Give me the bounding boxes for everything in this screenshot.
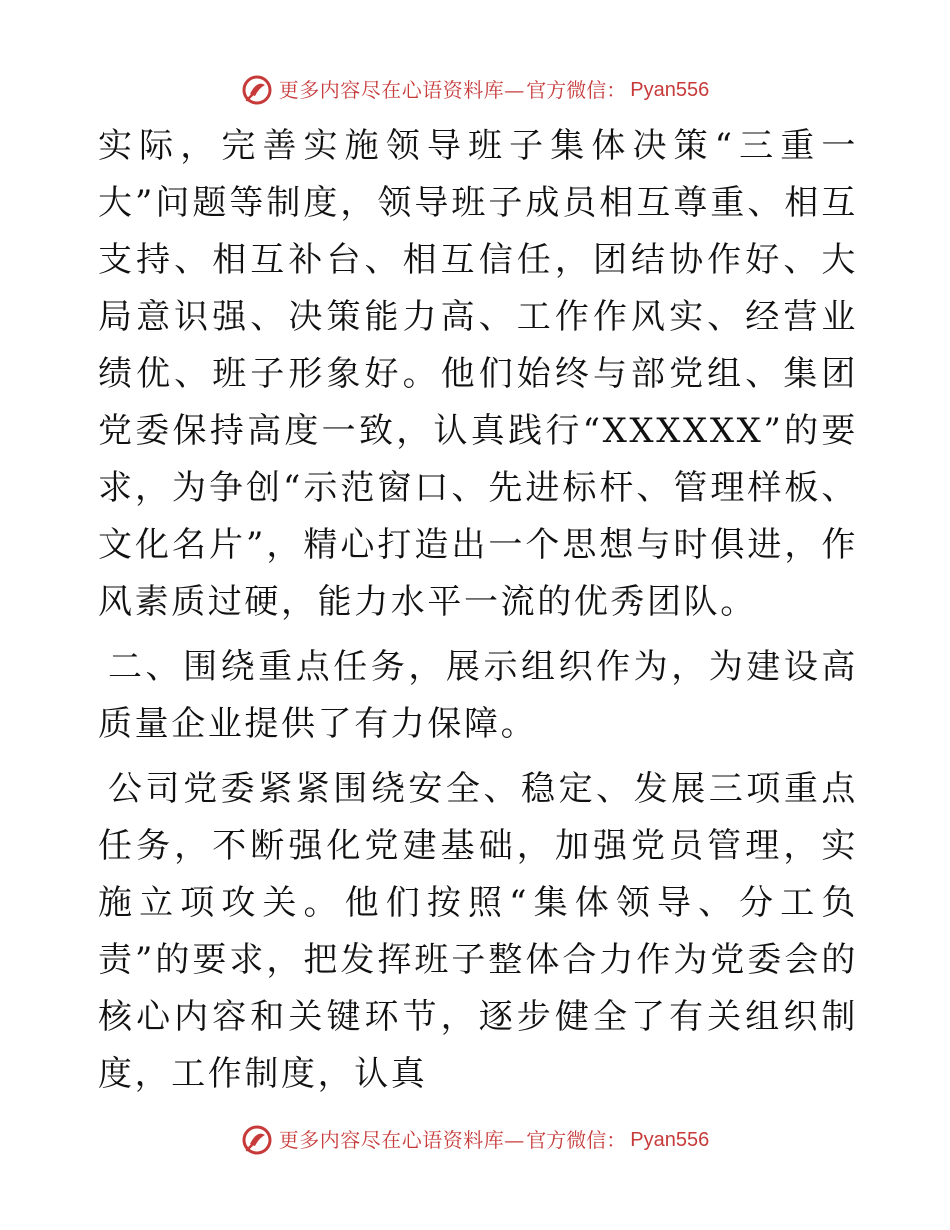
footer-banner-separator: — xyxy=(504,1128,525,1152)
footer-wechat-id: Pyan556 xyxy=(630,1129,710,1151)
body-paragraph-1: 实际，完善实施领导班子集体决策“三重一大”问题等制度，领导班子成员相互尊重、相互支持、相互补台、相互信任，团结协作好、大局意识强、决策能力高、工作作风实、经营业绩优、班子形象好。他们始终与部党组、集团党委保持高度一致，认真践行“XXXXXX”的要求，为争创“示范窗口、先进标杆、管理样板、文化名片”，精心打造出一个思想与时俱进，作风素质过硬，能力水平一流的优秀团队。 xyxy=(98,126,858,622)
brand-logo-icon xyxy=(241,74,273,106)
header-banner xyxy=(0,74,950,106)
header-wechat-id: Pyan556 xyxy=(630,79,710,101)
header-banner-label: 官方微信： xyxy=(526,78,627,102)
body-paragraph-2-text: 公司党委紧紧围绕安全、稳定、发展三项重点任务，不断强化党建基础，加强党员管理，实施立项攻关。他们按照“集体领导、分工负责”的要求，把发挥班子整体合力作为党委会的核心内容和关键环节，逐步健全了有关组织制度，工作制度，认真 xyxy=(98,769,858,1094)
body-paragraph-2 xyxy=(98,761,858,1103)
footer-banner-label: 官方微信： xyxy=(526,1128,627,1152)
footer-banner xyxy=(0,1124,950,1156)
brand-logo-icon xyxy=(241,1124,273,1156)
header-banner-separator: — xyxy=(504,78,525,102)
document-body xyxy=(98,118,858,1103)
section-heading-text: 二、围绕重点任务，展示组织作为，为建设高质量企业提供了有力保障。 xyxy=(98,647,858,744)
header-banner-text: 更多内容尽在心语资料库 xyxy=(278,78,505,102)
footer-banner-text: 更多内容尽在心语资料库 xyxy=(278,1128,505,1152)
section-heading xyxy=(98,639,858,753)
